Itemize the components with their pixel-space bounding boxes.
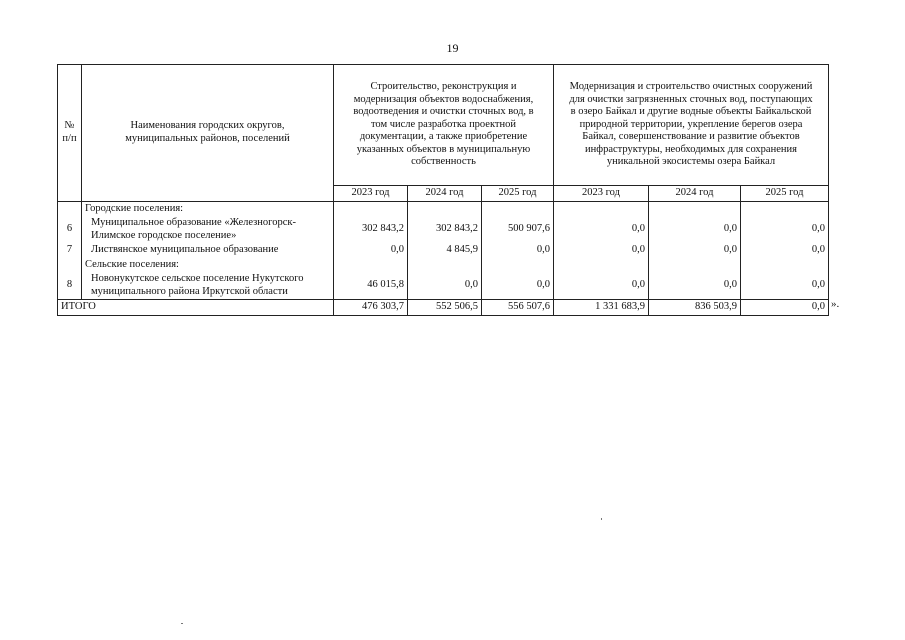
header-group-construction bbox=[334, 65, 554, 186]
row-value: 302 843,2 bbox=[408, 216, 482, 243]
row-name: Новонукутское сельское поселение Нукутского муниципального района Иркутской области bbox=[82, 272, 334, 300]
row-value: 0,0 bbox=[554, 243, 649, 258]
row-value: 0,0 bbox=[741, 243, 829, 258]
total-value: 552 506,5 bbox=[408, 300, 482, 316]
row-number: 7 bbox=[58, 243, 82, 258]
section-label-rural: Сельские поселения: bbox=[82, 258, 334, 273]
year-header: 2025 год bbox=[482, 186, 554, 202]
row-number: 6 bbox=[58, 216, 82, 243]
row-value: 0,0 bbox=[649, 243, 741, 258]
row-value: 0,0 bbox=[649, 216, 741, 243]
section-row-urban bbox=[58, 201, 829, 216]
total-row bbox=[58, 300, 829, 316]
row-number: 8 bbox=[58, 272, 82, 300]
page-number: 19 bbox=[446, 41, 459, 55]
row-name: Листвянское муниципальное образование bbox=[82, 243, 334, 258]
scan-speck bbox=[181, 623, 183, 624]
closing-quote-mark: ». bbox=[831, 298, 840, 310]
year-header: 2024 год bbox=[649, 186, 741, 202]
row-value: 0,0 bbox=[482, 243, 554, 258]
year-header: 2023 год bbox=[334, 186, 408, 202]
row-value: 0,0 bbox=[334, 243, 408, 258]
header-num-label: № п/п bbox=[62, 120, 77, 144]
header-row bbox=[58, 65, 829, 186]
total-value: 836 503,9 bbox=[649, 300, 741, 316]
year-header: 2023 год bbox=[554, 186, 649, 202]
header-group-modernization-label: Модернизация и строительство очистных сооружений для очистки загрязненных сточных вод, поступающих в озеро Байкал и другие водные объекты Байкальской природной территории, укрепление берегов озера Байкал, совершенствование и развитие объектов инфраструктуры, необходимых для сохранения уникальной экосистемы озера Байкал bbox=[569, 81, 813, 168]
row-value: 500 907,6 bbox=[482, 216, 554, 243]
total-label: ИТОГО bbox=[58, 300, 334, 316]
total-value: 0,0 bbox=[741, 300, 829, 316]
year-header: 2024 год bbox=[408, 186, 482, 202]
total-value: 476 303,7 bbox=[334, 300, 408, 316]
header-group-modernization bbox=[554, 65, 829, 186]
total-value: 556 507,6 bbox=[482, 300, 554, 316]
row-value: 0,0 bbox=[554, 216, 649, 243]
row-value: 4 845,9 bbox=[408, 243, 482, 258]
header-group-construction-label: Строительство, реконструкция и модернизация объектов водоснабжения, водоотведения и очистки сточных вод, в том числе разработка проектной документации, а также приобретение указанных объектов в муниципальную собственность bbox=[353, 81, 534, 168]
row-value: 0,0 bbox=[408, 272, 482, 300]
row-value: 0,0 bbox=[482, 272, 554, 300]
budget-table bbox=[57, 64, 829, 316]
header-name-label: Наименования городских округов, муниципальных районов, поселений bbox=[125, 120, 290, 144]
scan-speck bbox=[601, 518, 602, 520]
section-row-rural bbox=[58, 258, 829, 273]
header-name bbox=[82, 65, 334, 202]
table-row bbox=[58, 243, 829, 258]
row-value: 0,0 bbox=[741, 216, 829, 243]
section-label-urban: Городские поселения: bbox=[82, 201, 334, 216]
table-row bbox=[58, 272, 829, 300]
table-row bbox=[58, 216, 829, 243]
header-num bbox=[58, 65, 82, 202]
total-value: 1 331 683,9 bbox=[554, 300, 649, 316]
year-header: 2025 год bbox=[741, 186, 829, 202]
row-value: 46 015,8 bbox=[334, 272, 408, 300]
row-name: Муниципальное образование «Железногорск- Илимское городское поселение» bbox=[82, 216, 334, 243]
row-value: 0,0 bbox=[649, 272, 741, 300]
row-value: 0,0 bbox=[741, 272, 829, 300]
row-value: 0,0 bbox=[554, 272, 649, 300]
row-value: 302 843,2 bbox=[334, 216, 408, 243]
